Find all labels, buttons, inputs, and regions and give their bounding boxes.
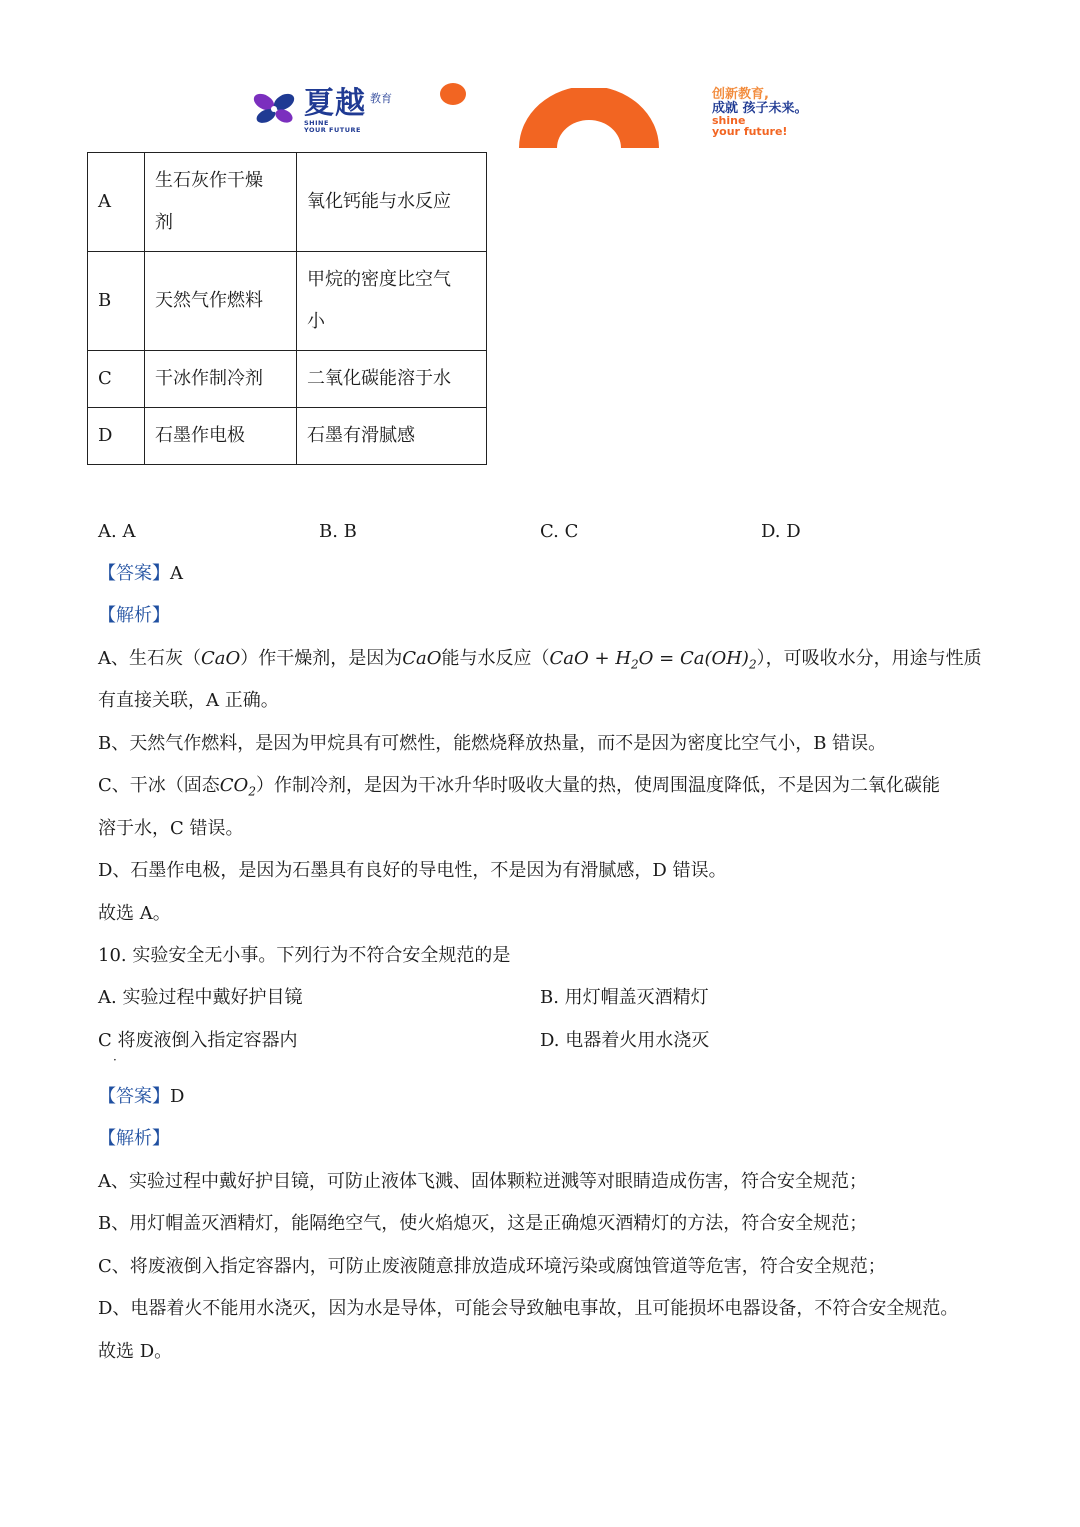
brand-name: 夏越 [304,86,366,121]
option-cell: C [88,351,145,408]
use-cell: 干冰作制冷剂 [145,351,297,408]
q9-choice-b: B. B [319,521,357,542]
q9-answer: 【答案】A [98,563,183,584]
q10-choice-c: C 将废液倒入指定容器内 [98,1030,298,1051]
q10-choice-d: D. 电器着火用水浇灭 [540,1030,710,1051]
options-table [87,152,487,465]
q10-choice-a: A. 实验过程中戴好护目镜 [98,987,303,1008]
q9-analysis-a-cont: 有直接关联，A 正确。 [98,690,279,711]
slogan-line-4: your future! [712,125,788,138]
q9-analysis-c-cont: 溶于水，C 错误。 [98,818,244,839]
q10-analysis-b: B、用灯帽盖灭酒精灯，能隔绝空气，使火焰熄灭，这是正确熄灭酒精灯的方法，符合安全规范； [98,1213,868,1234]
q9-analysis-d: D、石墨作电极，是因为石墨具有良好的导电性，不是因为有滑腻感，D 错误。 [98,860,727,881]
table-row [88,153,487,252]
q9-analysis-label: 【解析】 [98,605,170,626]
table-row [88,351,487,408]
option-cell: D [88,408,145,465]
q10-choice-b: B. 用灯帽盖灭酒精灯 [540,987,709,1008]
property-cell: 甲烷的密度比空气 小 [297,252,487,351]
q9-choice-a: A. A [98,521,136,542]
property-cell: 氧化钙能与水反应 [297,153,487,252]
q10-analysis-c: C、将废液倒入指定容器内，可防止废液随意排放造成环境污染或腐蚀管道等危害，符合安全规范； [98,1256,886,1277]
flower-logo-icon [252,90,298,126]
orange-dot-icon [439,82,467,106]
stray-dot: · [113,1053,117,1067]
q9-conclusion: 故选 A。 [98,903,171,924]
table-row [88,408,487,465]
property-cell: 二氧化碳能溶于水 [297,351,487,408]
use-cell: 生石灰作干燥 剂 [145,153,297,252]
q10-analysis-d: D、电器着火不能用水浇灭，因为水是导体，可能会导致触电事故，且可能损坏电器设备，不符合安全规范。 [98,1298,959,1319]
orange-arch-icon [519,88,659,148]
q9-analysis-a: A、生石灰（CaO）作干燥剂，是因为CaO能与水反应$(CaO + H_2O = Ca(OH)_2)$，可吸收水分，用途与性质 [98,648,982,672]
slogan-line-2: 成就 孩子未来。 [712,101,808,116]
q10-analysis-label: 【解析】 [98,1128,170,1149]
brand-logo [304,86,392,134]
page-header [0,0,1080,150]
q10-conclusion: 故选 D。 [98,1341,173,1362]
use-cell: 天然气作燃料 [145,252,297,351]
slogan-line-1: 创新教育, [712,87,769,102]
brand-sub-2: YOUR FUTURE [304,126,361,134]
q10-question: 10. 实验安全无小事。下列行为不符合安全规范的是 [98,945,511,966]
use-cell: 石墨作电极 [145,408,297,465]
property-cell: 石墨有滑腻感 [297,408,487,465]
q9-choice-c: C. C [540,521,579,542]
slogan [712,88,808,137]
slogan-line-3: shine [712,114,746,127]
brand-edu: 教育 [370,92,392,105]
option-cell: A [88,153,145,252]
q10-analysis-a: A、实验过程中戴好护目镜，可防止液体飞溅、固体颗粒迸溅等对眼睛造成伤害，符合安全规范； [98,1171,867,1192]
q9-analysis-b: B、天然气作燃料，是因为甲烷具有可燃性，能燃烧释放热量，而不是因为密度比空气小，B 错误。 [98,733,887,754]
q9-choice-d: D. D [761,521,801,542]
brand-sub-1: SHINE [304,119,329,127]
option-cell: B [88,252,145,351]
q9-analysis-c: C、干冰（固态$CO_2$）作制冷剂，是因为干冰升华时吸收大量的热，使周围温度降低，不是因为二氧化碳能 [98,775,940,799]
table-row [88,252,487,351]
q10-answer: 【答案】D [98,1086,185,1107]
